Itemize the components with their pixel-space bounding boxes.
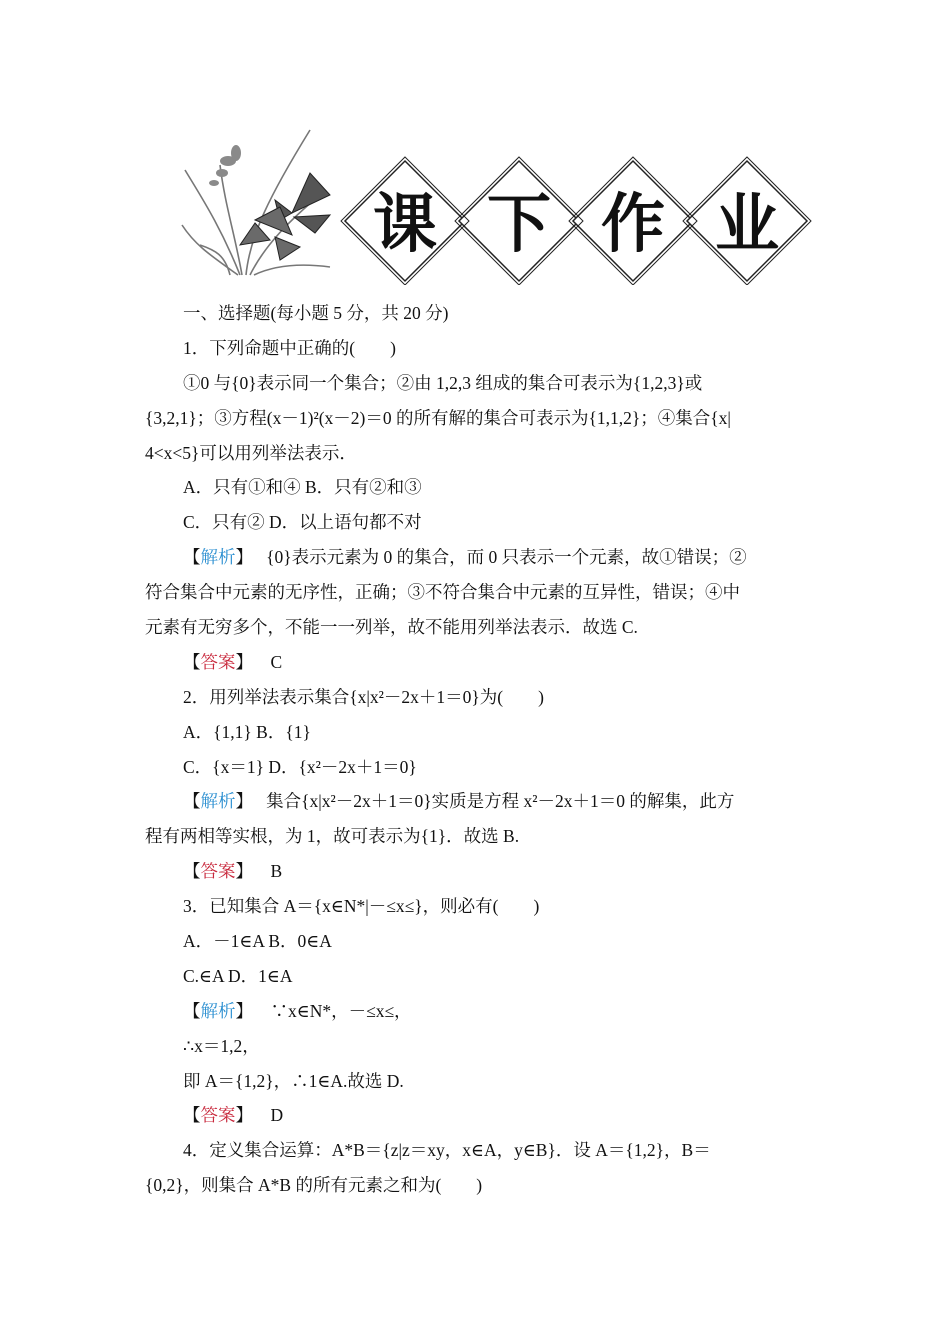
q1-analysis-line1 [145,540,810,575]
q1-body-line1: ①0 与{0}表示同一个集合；②由 1,2,3 组成的集合可表示为{1,2,3}或 [183,372,703,393]
q3-analysis-line3: 即 A＝{1,2}，∴1∈A.故选 D. [183,1070,404,1091]
q3-analysis-line2: ∴x＝1,2， [183,1035,260,1056]
q2-answer-line [145,854,810,889]
analysis-label: 解析 [200,791,236,812]
q1-answer-line [145,645,810,680]
q4-stem-line2: {0,2}，则集合 A*B 的所有元素之和为( ) [145,1175,483,1196]
butterfly-bottom [240,207,300,260]
q2-analysis-text1: 集合{x|x²－2x＋1＝0}实质是方程 x²－2x＋1＝0 的解集，此方 [266,791,735,812]
q3-answer-line [145,1098,810,1133]
q2-analysis-line2: 程有两相等实根，为 1，故可表示为{1}．故选 B. [145,826,520,847]
title-char-2: 下 [487,188,551,262]
answer-tag: 【答案】 [183,861,253,882]
q1-analysis-line2: 符合集合中元素的无序性，正确；③不符合集合中元素的互异性，错误；④中 [145,582,740,603]
q4-stem-line1: 4．定义集合运算：A*B＝{z|z＝xy，x∈A，y∈B}．设 A＝{1,2}，B＝ [183,1140,711,1161]
q3-analysis-line1 [145,994,810,1029]
q3-stem: 3．已知集合 A＝{x∈N*|－≤x≤}，则必有( ) [183,896,540,917]
q1-analysis-line3: 元素有无穷多个，不能一一列举，故不能用列举法表示．故选 C. [145,617,638,638]
answer-label: 答案 [200,861,236,882]
q3-options-ab: A．－1∈A B．0∈A [183,931,332,952]
title-char-3: 作 [601,188,665,262]
analysis-label: 解析 [200,547,236,568]
q1-options-cd: C．只有② D．以上语句都不对 [183,512,422,533]
answer-tag: 【答案】 [183,1105,253,1126]
answer-tag: 【答案】 [183,651,253,672]
q2-options-ab: A．{1,1} B．{1} [183,721,311,742]
q3-options-cd: C.∈A D．1∈A [183,965,293,986]
q2-answer: B [270,861,283,882]
q2-stem: 2．用列举法表示集合{x|x²－2x＋1＝0}为( ) [183,686,544,707]
q1-options-ab: A．只有①和④ B．只有②和③ [183,477,422,498]
document-body [145,296,810,1203]
q3-answer: D [270,1105,284,1126]
q1-stem: 1．下列命题中正确的( ) [183,337,396,358]
answer-label: 答案 [200,1105,236,1126]
analysis-label: 解析 [200,1000,236,1021]
title-char-4: 业 [715,188,779,262]
q2-analysis-line1 [145,784,810,819]
q2-options-cd: C．{x＝1} D．{x²－2x＋1＝0} [183,756,417,777]
orchid-flower [209,145,241,186]
q1-body-line2: {3,2,1}；③方程(x－1)²(x－2)＝0 的所有解的集合可表示为{1,1,2}；④集合{x| [145,407,731,428]
answer-label: 答案 [200,651,236,672]
q1-analysis-text1: {0}表示元素为 0 的集合，而 0 只表示一个元素，故①错误；② [266,547,747,568]
analysis-tag: 【解析】 [183,791,253,812]
q1-body-line3: 4<x<5}可以用列举法表示． [145,442,357,463]
title-char-1: 课 [373,188,437,262]
analysis-tag: 【解析】 [183,547,253,568]
q3-analysis-text1: ∵x∈N*，－≤x≤， [270,1000,412,1021]
analysis-tag: 【解析】 [183,1000,253,1021]
q1-answer: C [270,651,283,672]
section-heading: 一、选择题(每小题 5 分，共 20 分) [183,303,449,323]
